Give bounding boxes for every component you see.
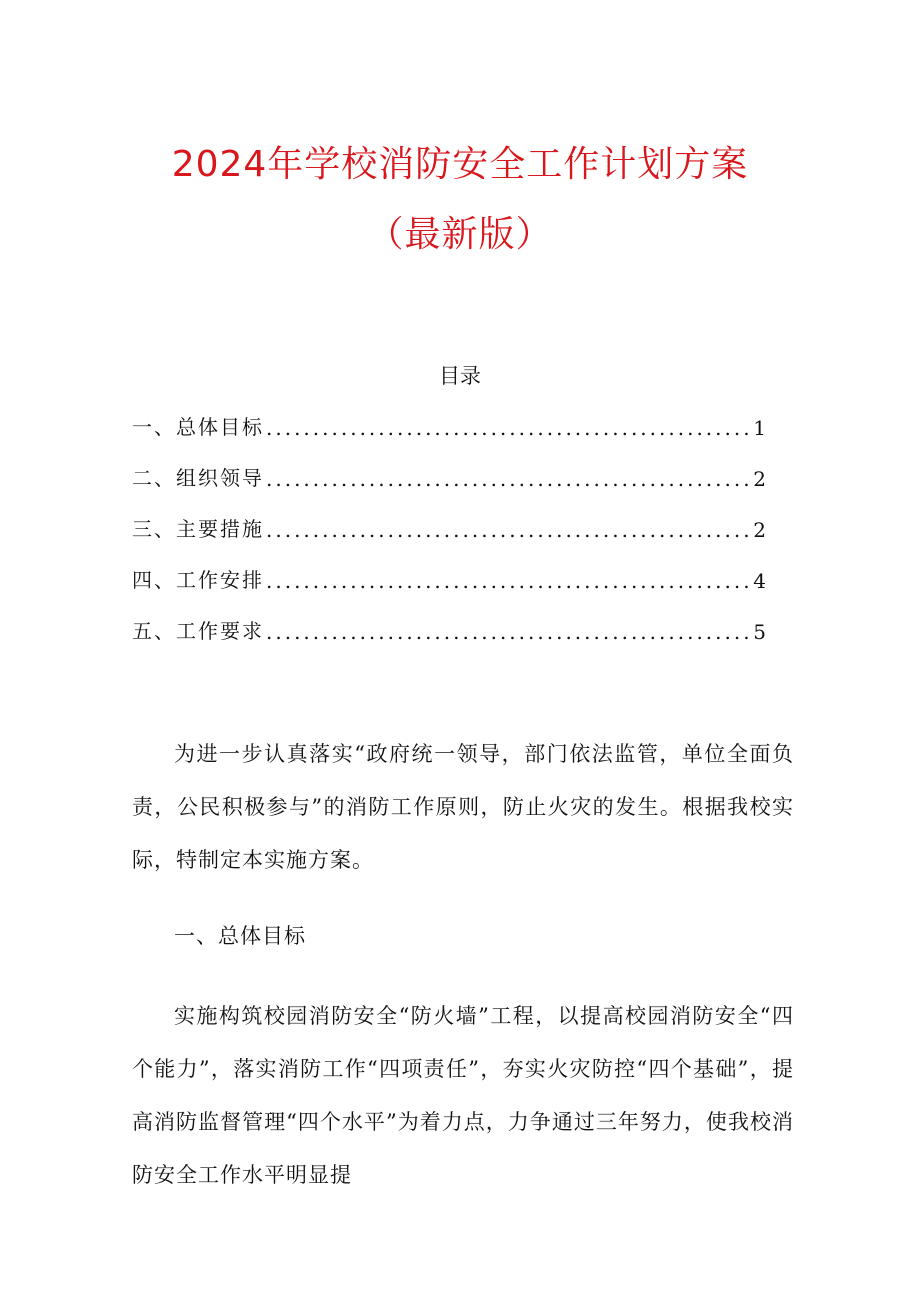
document-title: 2024年学校消防安全工作计划方案: [171, 144, 749, 185]
toc-item[interactable]: [132, 461, 768, 491]
toc-item-page: 4: [753, 569, 768, 593]
toc-leader-dots: [266, 569, 751, 593]
toc-heading: 目录: [439, 364, 481, 388]
toc-item-page: 2: [753, 467, 768, 491]
toc-item[interactable]: [132, 563, 768, 593]
toc-item-page: 5: [753, 620, 768, 644]
toc-leader-dots: [266, 416, 751, 440]
intro-paragraph: 为进一步认真落实“政府统一领导，部门依法监管，单位全面负责，公民积极参与”的消防工作原则，防止火灾的发生。根据我校实际，特制定本实施方案。: [132, 742, 794, 872]
toc-item-label: 四、工作安排: [132, 568, 264, 592]
toc-item-label: 五、工作要求: [132, 619, 264, 643]
toc-item-label: 二、组织领导: [132, 466, 264, 490]
toc-item[interactable]: [132, 512, 768, 542]
toc-leader-dots: [266, 620, 751, 644]
document-subtitle: （最新版）: [367, 214, 553, 255]
toc-leader-dots: [266, 467, 751, 491]
section-heading: 一、总体目标: [174, 924, 306, 948]
toc-item-label: 三、主要措施: [132, 517, 264, 541]
toc-item[interactable]: [132, 614, 768, 644]
toc-item-page: 1: [753, 416, 768, 440]
toc-leader-dots: [266, 518, 751, 542]
toc-item-label: 一、总体目标: [132, 415, 264, 439]
toc-item[interactable]: [132, 410, 768, 440]
section-paragraph: 实施构筑校园消防安全“防火墙”工程，以提高校园消防安全“四个能力”，落实消防工作“四项责任”，夯实火灾防控“四个基础”，提高消防监督管理“四个水平”为着力点，力争通过三年努力，使我校消防安全工作水平明显提: [132, 1004, 794, 1187]
toc-item-page: 2: [753, 518, 768, 542]
